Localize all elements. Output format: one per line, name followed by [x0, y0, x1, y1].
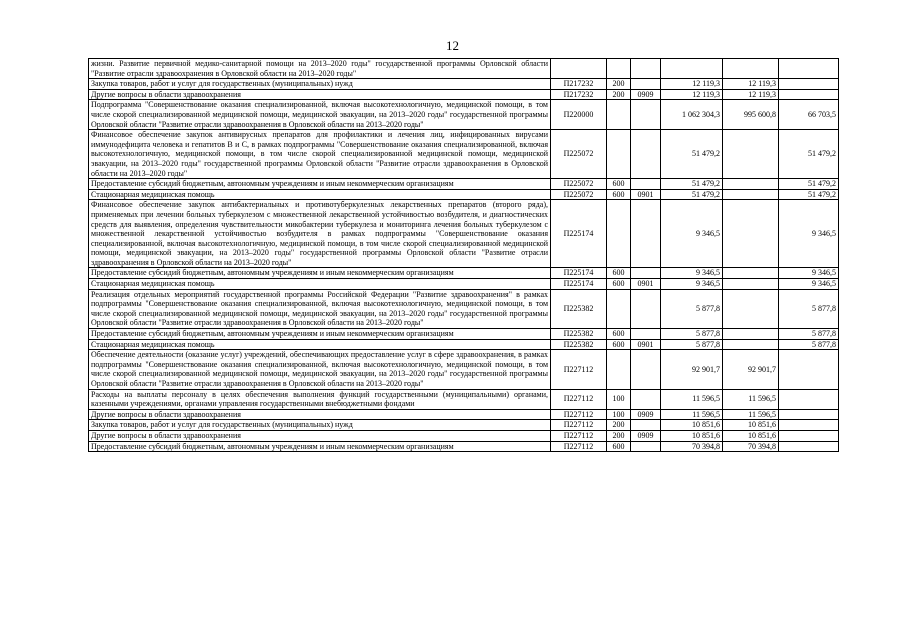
amount-column-2: 10 851,6 — [723, 420, 779, 431]
expense-type-code: 600 — [607, 279, 631, 290]
amount-column-2 — [723, 289, 779, 328]
amount-column-2 — [723, 200, 779, 268]
table-row — [89, 329, 839, 340]
amount-column-3 — [779, 389, 839, 409]
amount-total: 12 119,3 — [661, 79, 723, 90]
expense-type-code: 600 — [607, 189, 631, 200]
expense-type-code: 200 — [607, 89, 631, 100]
table-row — [89, 289, 839, 328]
section-code: 0901 — [631, 279, 661, 290]
section-code: 0901 — [631, 189, 661, 200]
table-row — [89, 350, 839, 389]
row-description: Обеспечение деятельности (оказание услуг) учреждений, обеспечивающих предоставление услуг в сфере здравоохранения, в рамках подпрограммы "Совершенствование оказания специализированной, включая высокотехнологичную, медицинской помощи, в том числе скорой специализированной медицинской помощи, медицинской эвакуации, на 2013–2020 годы" государственной программы Орловской области "Развитие отрасли здравоохранения в Орловской области на 2013–2020 годы" — [89, 350, 551, 389]
row-description: Стационарная медицинская помощь — [89, 339, 551, 350]
expense-type-code: 200 — [607, 79, 631, 90]
amount-total: 9 346,5 — [661, 268, 723, 279]
amount-total: 9 346,5 — [661, 200, 723, 268]
amount-total: 70 394,8 — [661, 441, 723, 452]
row-description: Подпрограмма "Совершенствование оказания специализированной, включая высокотехнологичную, медицинской помощи, в том числе скорой специализированной медицинской помощи, медицинской эвакуации, на 2013–2020 годы" государственной программы Орловской области "Развитие отрасли здравоохранения в Орловской области на 2013–2020 годы" — [89, 100, 551, 130]
amount-column-2: 12 119,3 — [723, 89, 779, 100]
section-code — [631, 79, 661, 90]
amount-total: 10 851,6 — [661, 420, 723, 431]
target-article-code: П225072 — [551, 130, 607, 179]
amount-column-3: 5 877,8 — [779, 289, 839, 328]
table-row — [89, 89, 839, 100]
amount-total: 10 851,6 — [661, 430, 723, 441]
target-article-code: П227112 — [551, 350, 607, 389]
section-code: 0901 — [631, 339, 661, 350]
table-row — [89, 339, 839, 350]
table-row — [89, 430, 839, 441]
target-article-code: П225382 — [551, 289, 607, 328]
expense-type-code — [607, 200, 631, 268]
section-code — [631, 289, 661, 328]
table-row — [89, 179, 839, 190]
expense-type-code: 200 — [607, 420, 631, 431]
table-row — [89, 279, 839, 290]
row-description: Реализация отдельных мероприятий государственной программы Российской Федерации "Развитие здравоохранения" в рамках подпрограммы "Совершенствование оказания специализированной, включая высокотехнологичную, медицинской помощи, в том числе скорой специализированной медицинской помощи, медицинской эвакуации, на 2013–2020 годы" государственной программы Орловской области "Развитие отрасли здравоохранения в Орловской области на 2013–2020 годы" — [89, 289, 551, 328]
table-row — [89, 389, 839, 409]
amount-column-3 — [779, 409, 839, 420]
section-code: 0909 — [631, 430, 661, 441]
amount-column-3: 9 346,5 — [779, 268, 839, 279]
section-code — [631, 59, 661, 79]
target-article-code — [551, 59, 607, 79]
amount-total: 11 596,5 — [661, 409, 723, 420]
amount-column-3: 9 346,5 — [779, 200, 839, 268]
amount-column-2 — [723, 179, 779, 190]
amount-column-2: 11 596,5 — [723, 409, 779, 420]
table-row — [89, 268, 839, 279]
table-row — [89, 130, 839, 179]
row-description: Другие вопросы в области здравоохранения — [89, 430, 551, 441]
section-code — [631, 420, 661, 431]
amount-column-2: 10 851,6 — [723, 430, 779, 441]
section-code — [631, 441, 661, 452]
row-description: Другие вопросы в области здравоохранения — [89, 409, 551, 420]
table-row — [89, 441, 839, 452]
amount-column-3: 51 479,2 — [779, 189, 839, 200]
amount-column-3: 51 479,2 — [779, 179, 839, 190]
expense-type-code: 600 — [607, 339, 631, 350]
table-row — [89, 200, 839, 268]
target-article-code: П227112 — [551, 389, 607, 409]
amount-column-3 — [779, 59, 839, 79]
target-article-code: П225072 — [551, 179, 607, 190]
expense-type-code: 600 — [607, 179, 631, 190]
amount-column-3: 66 703,5 — [779, 100, 839, 130]
target-article-code: П227112 — [551, 441, 607, 452]
expense-type-code: 100 — [607, 389, 631, 409]
expense-type-code — [607, 130, 631, 179]
section-code — [631, 179, 661, 190]
expense-type-code — [607, 100, 631, 130]
amount-column-2: 92 901,7 — [723, 350, 779, 389]
amount-total: 5 877,8 — [661, 329, 723, 340]
row-description: Предоставление субсидий бюджетным, автономным учреждениям и иным некоммерческим организациям — [89, 329, 551, 340]
amount-total — [661, 59, 723, 79]
expense-type-code — [607, 350, 631, 389]
amount-column-2 — [723, 189, 779, 200]
amount-total: 92 901,7 — [661, 350, 723, 389]
amount-column-3: 5 877,8 — [779, 329, 839, 340]
section-code — [631, 130, 661, 179]
target-article-code: П225174 — [551, 279, 607, 290]
expense-type-code — [607, 59, 631, 79]
amount-total: 5 877,8 — [661, 289, 723, 328]
section-code: 0909 — [631, 89, 661, 100]
row-description: Финансовое обеспечение закупок антивирусных препаратов для профилактики и лечения лиц, инфицированных вирусами иммунодефицита человека и гепатитов В и С, в рамках подпрограммы "Совершенствование оказания специализированной, включая высокотехнологичную, медицинской помощи, в том числе скорой специализированной медицинской помощи, медицинской эвакуации, на 2013–2020 годы" государственной программы Орловской области "Развитие отрасли здравоохранения в Орловской области на 2013–2020 годы" — [89, 130, 551, 179]
amount-column-3 — [779, 350, 839, 389]
table-row — [89, 189, 839, 200]
target-article-code: П227112 — [551, 420, 607, 431]
amount-column-2 — [723, 329, 779, 340]
row-description: Расходы на выплаты персоналу в целях обеспечения выполнения функций государственными (муниципальными) органами, казенными учреждениями, органами управления государственными внебюджетными фондами — [89, 389, 551, 409]
amount-total: 12 119,3 — [661, 89, 723, 100]
row-description: Стационарная медицинская помощь — [89, 189, 551, 200]
expense-type-code: 600 — [607, 441, 631, 452]
amount-column-2: 995 600,8 — [723, 100, 779, 130]
row-description: Закупка товаров, работ и услуг для государственных (муниципальных) нужд — [89, 420, 551, 431]
amount-column-3 — [779, 420, 839, 431]
target-article-code: П225382 — [551, 329, 607, 340]
amount-column-2 — [723, 339, 779, 350]
row-description: Финансовое обеспечение закупок антибактериальных и противотуберкулезных лекарственных препаратов (второго ряда), применяемых при лечении больных туберкулезом с множественной лекарственной устойчивостью возбудителя, и диагностических средств для выявления, определения чувствительности микобактерии туберкулеза и мониторинга лечения больных туберкулезом с множественной лекарственной устойчивостью возбудителя в рамках подпрограммы "Совершенствование оказания специализированной, включая высокотехнологичную, медицинской помощи, в том числе скорой специализированной медицинской помощи, медицинской эвакуации, на 2013–2020 годы" государственной программы Орловской области "Развитие отрасли здравоохранения в Орловской области на 2013–2020 годы" — [89, 200, 551, 268]
amount-column-3 — [779, 79, 839, 90]
section-code — [631, 350, 661, 389]
amount-total: 9 346,5 — [661, 279, 723, 290]
expense-type-code — [607, 289, 631, 328]
section-code — [631, 389, 661, 409]
target-article-code: П225174 — [551, 200, 607, 268]
amount-column-3 — [779, 430, 839, 441]
target-article-code: П227112 — [551, 409, 607, 420]
expense-type-code: 200 — [607, 430, 631, 441]
row-description: Предоставление субсидий бюджетным, автономным учреждениям и иным некоммерческим организациям — [89, 441, 551, 452]
target-article-code: П220000 — [551, 100, 607, 130]
target-article-code: П217232 — [551, 79, 607, 90]
page-number: 12 — [446, 38, 459, 53]
amount-total: 11 596,5 — [661, 389, 723, 409]
amount-column-2 — [723, 59, 779, 79]
target-article-code: П225382 — [551, 339, 607, 350]
row-description: Предоставление субсидий бюджетным, автономным учреждениям и иным некоммерческим организациям — [89, 268, 551, 279]
table-row — [89, 420, 839, 431]
expense-type-code: 100 — [607, 409, 631, 420]
expense-type-code: 600 — [607, 268, 631, 279]
amount-column-2 — [723, 268, 779, 279]
amount-column-2: 11 596,5 — [723, 389, 779, 409]
expense-type-code: 600 — [607, 329, 631, 340]
amount-total: 51 479,2 — [661, 189, 723, 200]
amount-column-3 — [779, 441, 839, 452]
section-code — [631, 200, 661, 268]
row-description: Стационарная медицинская помощь — [89, 279, 551, 290]
section-code: 0909 — [631, 409, 661, 420]
budget-table — [88, 58, 839, 452]
row-description: жизни. Развитие первичной медико-санитарной помощи на 2013–2020 годы" государственной программы Орловской области "Развитие отрасли здравоохранения в Орловской области на 2013–2020 годы" — [89, 59, 551, 79]
target-article-code: П217232 — [551, 89, 607, 100]
target-article-code: П227112 — [551, 430, 607, 441]
section-code — [631, 100, 661, 130]
amount-column-3 — [779, 89, 839, 100]
amount-column-3: 9 346,5 — [779, 279, 839, 290]
amount-column-2: 12 119,3 — [723, 79, 779, 90]
amount-total: 51 479,2 — [661, 179, 723, 190]
budget-table-body — [89, 59, 839, 452]
section-code — [631, 268, 661, 279]
target-article-code: П225072 — [551, 189, 607, 200]
row-description: Другие вопросы в области здравоохранения — [89, 89, 551, 100]
amount-column-3: 5 877,8 — [779, 339, 839, 350]
target-article-code: П225174 — [551, 268, 607, 279]
row-description: Предоставление субсидий бюджетным, автономным учреждениям и иным некоммерческим организациям — [89, 179, 551, 190]
amount-total: 1 062 304,3 — [661, 100, 723, 130]
table-row — [89, 100, 839, 130]
amount-column-2 — [723, 130, 779, 179]
amount-total: 51 479,2 — [661, 130, 723, 179]
amount-column-2 — [723, 279, 779, 290]
table-row — [89, 59, 839, 79]
table-row — [89, 79, 839, 90]
section-code — [631, 329, 661, 340]
table-row — [89, 409, 839, 420]
row-description: Закупка товаров, работ и услуг для государственных (муниципальных) нужд — [89, 79, 551, 90]
amount-column-3: 51 479,2 — [779, 130, 839, 179]
amount-total: 5 877,8 — [661, 339, 723, 350]
amount-column-2: 70 394,8 — [723, 441, 779, 452]
